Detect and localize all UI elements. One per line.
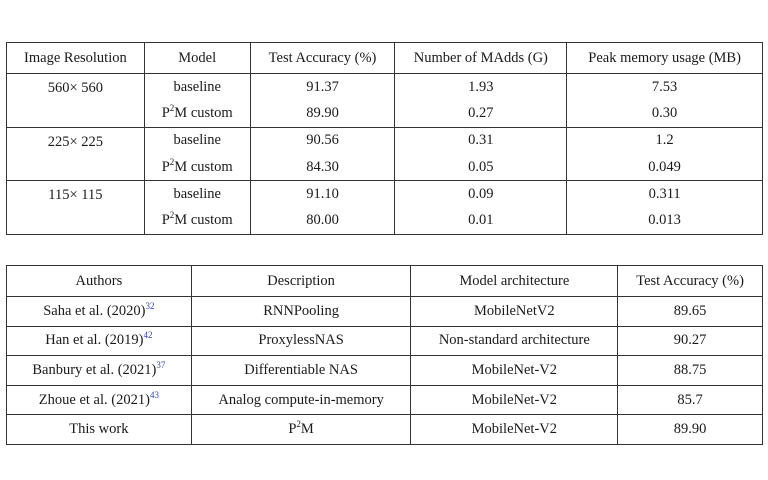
model-cell: $P^2M$ custom: [144, 154, 250, 181]
memory-cell: 0.049: [567, 154, 763, 181]
madds-cell: 0.01: [395, 207, 567, 234]
author-cell: Saha et al. (2020)$^{32}$: [7, 297, 192, 327]
resolution-cell: 560× 560: [7, 74, 145, 128]
column-header-madds: Number of MAdds (G): [395, 43, 567, 74]
memory-cell: 0.30: [567, 100, 763, 127]
accuracy-cell: 88.75: [618, 356, 763, 386]
author-cell: Han et al. (2019)$^{42}$: [7, 326, 192, 356]
memory-cell: 0.311: [567, 181, 763, 208]
author-cell: This work: [7, 415, 192, 445]
model-cell: baseline: [144, 74, 250, 101]
column-header-architecture: Model architecture: [411, 266, 618, 297]
resolution-cell: 225× 225: [7, 127, 145, 181]
architecture-cell: MobileNet-V2: [411, 356, 618, 386]
citation-link[interactable]: 37: [156, 359, 166, 370]
madds-cell: 0.31: [395, 127, 567, 154]
author-cell: Banbury et al. (2021)$^{37}$: [7, 356, 192, 386]
resolution-cell: 115× 115: [7, 181, 145, 235]
table-row: [7, 415, 763, 445]
accuracy-cell: 89.90: [250, 100, 395, 127]
madds-cell: 0.05: [395, 154, 567, 181]
madds-cell: 1.93: [395, 74, 567, 101]
memory-cell: 0.013: [567, 207, 763, 234]
model-cell: baseline: [144, 181, 250, 208]
architecture-cell: Non-standard architecture: [411, 326, 618, 356]
author-cell: Zhoue et al. (2021)$^{43}$: [7, 385, 192, 415]
table-row: [7, 127, 763, 154]
accuracy-cell: 90.56: [250, 127, 395, 154]
comparison-table: [6, 265, 763, 445]
accuracy-cell: 89.65: [618, 297, 763, 327]
description-cell: ProxylessNAS: [191, 326, 411, 356]
model-cell: $P^2M$ custom: [144, 207, 250, 234]
column-header-accuracy: Test Accuracy (%): [250, 43, 395, 74]
column-header-memory: Peak memory usage (MB): [567, 43, 763, 74]
table-row: [7, 297, 763, 327]
description-cell: Differentiable NAS: [191, 356, 411, 386]
model-cell: $P^2M$ custom: [144, 100, 250, 127]
madds-cell: 0.09: [395, 181, 567, 208]
memory-cell: 1.2: [567, 127, 763, 154]
description-cell: $P^2M$: [191, 415, 411, 445]
accuracy-cell: 89.90: [618, 415, 763, 445]
accuracy-cell: 85.7: [618, 385, 763, 415]
column-header-model: Model: [144, 43, 250, 74]
memory-cell: 7.53: [567, 74, 763, 101]
description-cell: Analog compute-in-memory: [191, 385, 411, 415]
table-row: [7, 74, 763, 101]
accuracy-cell: 91.37: [250, 74, 395, 101]
column-header-authors: Authors: [7, 266, 192, 297]
architecture-cell: MobileNet-V2: [411, 385, 618, 415]
accuracy-cell: 90.27: [618, 326, 763, 356]
description-cell: RNNPooling: [191, 297, 411, 327]
model-cell: baseline: [144, 127, 250, 154]
accuracy-cell: 84.30: [250, 154, 395, 181]
table-row: [7, 385, 763, 415]
accuracy-cell: 80.00: [250, 207, 395, 234]
table-header-row: [7, 266, 763, 297]
madds-cell: 0.27: [395, 100, 567, 127]
architecture-cell: MobileNet-V2: [411, 415, 618, 445]
accuracy-cell: 91.10: [250, 181, 395, 208]
table-row: [7, 326, 763, 356]
column-header-accuracy: Test Accuracy (%): [618, 266, 763, 297]
column-header-description: Description: [191, 266, 411, 297]
table-row: [7, 181, 763, 208]
results-table: [6, 42, 763, 235]
table-header-row: [7, 43, 763, 74]
architecture-cell: MobileNetV2: [411, 297, 618, 327]
column-header-resolution: Image Resolution: [7, 43, 145, 74]
citation-link[interactable]: 32: [145, 300, 155, 311]
table-row: [7, 356, 763, 386]
citation-link[interactable]: 42: [143, 330, 153, 341]
citation-link[interactable]: 43: [149, 389, 159, 400]
